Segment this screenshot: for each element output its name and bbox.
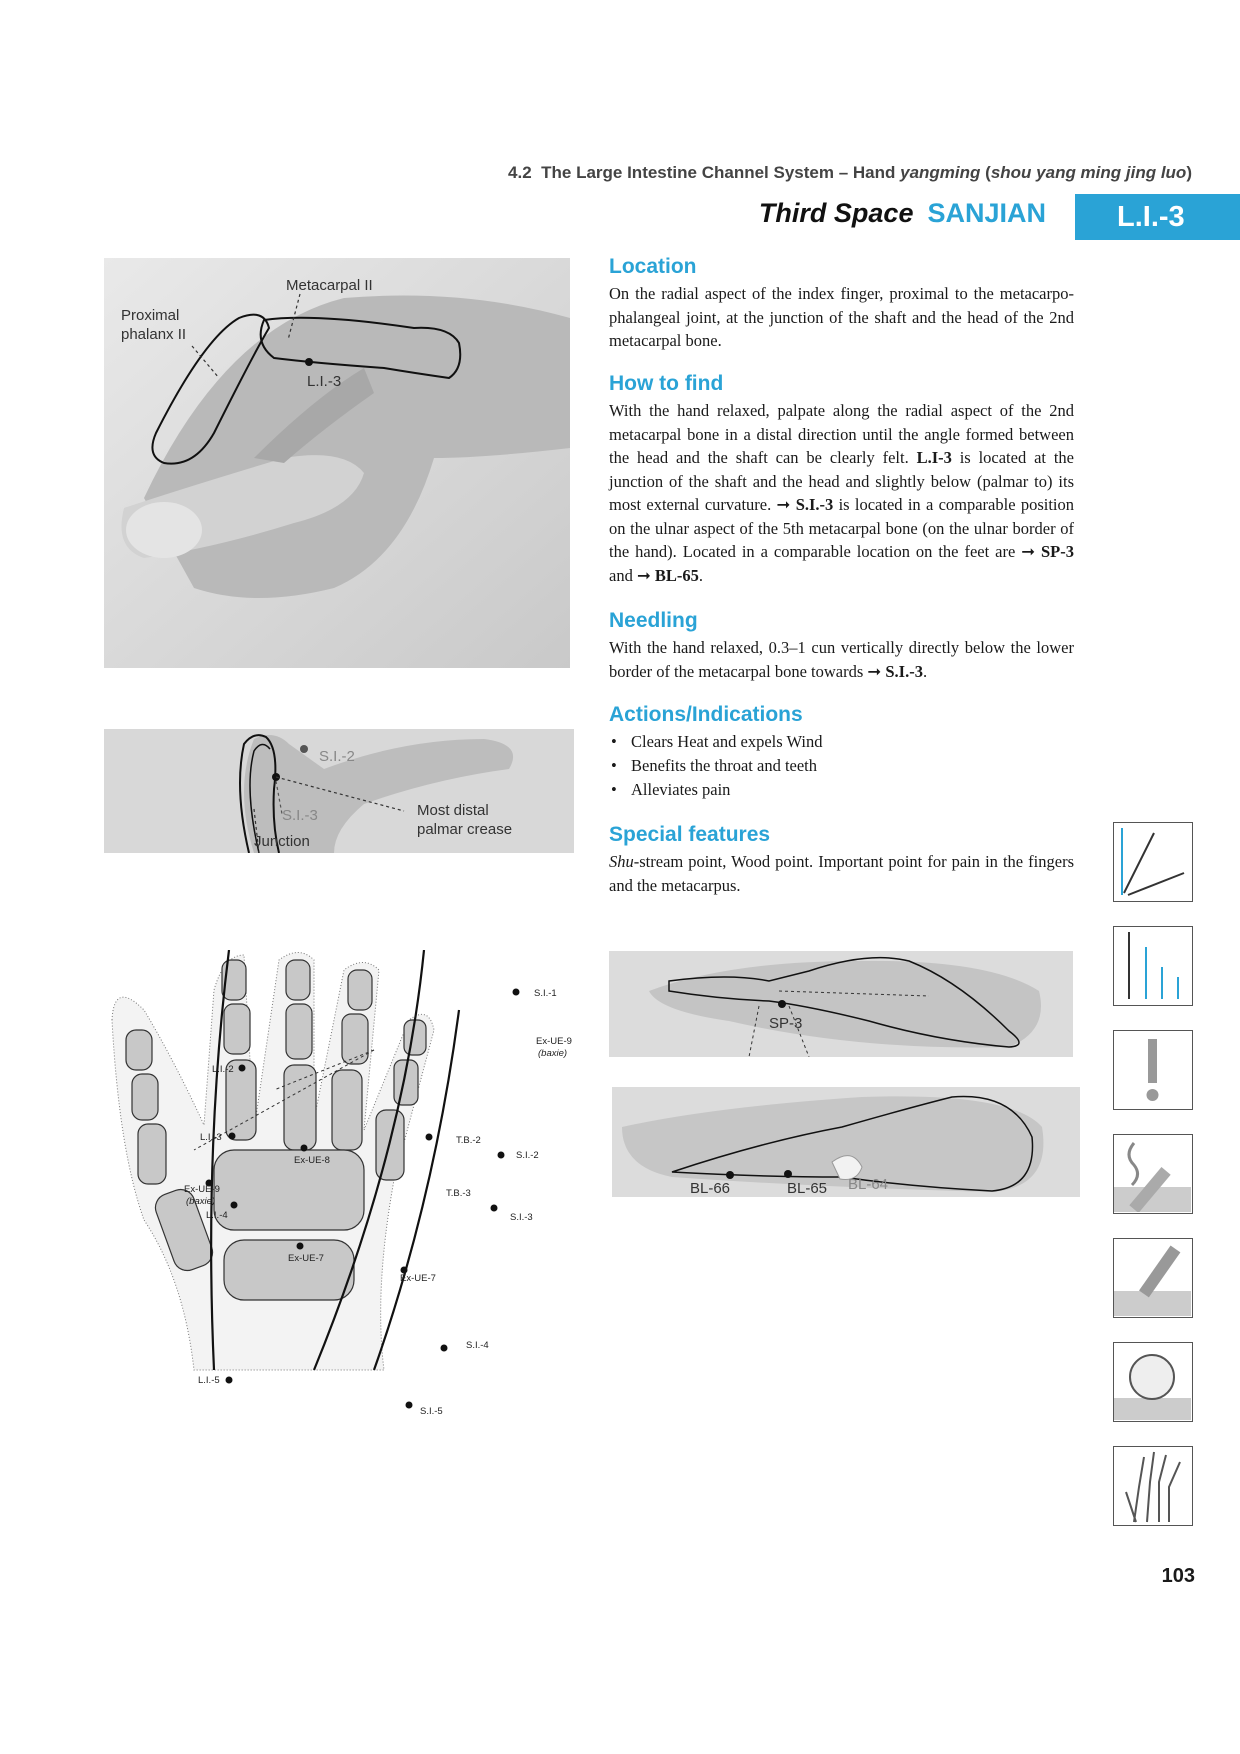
page-number: 103: [1161, 1565, 1195, 1587]
label-si2-skeleton: S.I.-2: [516, 1150, 539, 1161]
point-english-name: Third Space: [758, 198, 914, 228]
text-run: With the hand relaxed, 0.3–1 cun vertically directly below the lower border of the metacarpal bone towards: [609, 638, 1074, 681]
label-exue7-left: Ex-UE-7: [288, 1253, 324, 1264]
label-crease: Most distal: [417, 802, 489, 819]
caution-icon: [1113, 1030, 1193, 1110]
label-si3: S.I.-3: [282, 807, 318, 824]
cupping-icon: [1113, 1342, 1193, 1422]
how-to-find-heading: How to find: [609, 372, 724, 395]
label-exue7-right: Ex-UE-7: [400, 1273, 436, 1284]
label-baxie-left: (baxie): [186, 1196, 216, 1207]
label-sp3: SP-3: [769, 1015, 803, 1032]
figure-fist-photo: [104, 729, 574, 853]
how-to-find-text: [609, 399, 1074, 587]
actions-list: [609, 730, 1074, 802]
label-crease: palmar crease: [417, 821, 513, 838]
label-li3: L.I.-3: [200, 1132, 222, 1143]
label-li3-point: L.I.-3: [307, 373, 342, 390]
paren: ): [1186, 163, 1192, 182]
label-li4: L.I.-4: [206, 1210, 228, 1221]
text-run: With the hand relaxed, palpate along the radial aspect of the 2nd metacarpal bone in a distal direction until the angle formed between the head and the shaft can be clearly felt.: [609, 401, 1074, 467]
label-junction: Junction: [254, 833, 310, 850]
point-ref: S.I.-3: [885, 661, 923, 681]
moxibustion-icon: [1113, 1134, 1193, 1214]
label-bl65: BL-65: [787, 1180, 828, 1197]
figure-hand-photo: [104, 258, 570, 668]
needling-text: [609, 636, 1074, 683]
label-li5: L.I.-5: [198, 1375, 220, 1386]
needle-depth-icon: [1113, 926, 1193, 1006]
figure-foot-bl: [612, 1087, 1080, 1197]
paren: (: [985, 163, 991, 182]
list-item: • Alleviates pain: [609, 778, 1074, 802]
figure-foot-sp3: [609, 951, 1073, 1057]
label-li2: L.I.-2: [212, 1064, 234, 1075]
arrow-icon: ➞: [636, 565, 651, 585]
point-code: L.I.-3: [1117, 200, 1185, 233]
point-title: [600, 198, 1046, 229]
label-si1: S.I.-1: [534, 988, 557, 999]
hand-skeleton-icon: [1113, 1446, 1193, 1526]
label-exue8: Ex-UE-8: [294, 1155, 330, 1166]
actions-heading: Actions/Indications: [609, 703, 803, 726]
text-run: and: [609, 565, 637, 585]
point-code-badge: [1075, 194, 1240, 240]
figure-hand-skeleton: [104, 950, 584, 1430]
location-text: On the radial aspect of the index finger, proximal to the metacarpo-phalangeal joint, at the junction of the shaft and the head of the 2nd metacarpal bone.: [609, 284, 1074, 350]
text-run: -stream point, Wood point. Important point for pain in the fingers and the metacarpus.: [609, 852, 1074, 895]
section-number: 4.2: [508, 163, 532, 182]
press-needle-icon: [1113, 1238, 1193, 1318]
section-title-italic: yangming: [900, 163, 981, 182]
label-phalanx: Proximal: [121, 307, 180, 324]
label-phalanx: phalanx II: [121, 326, 187, 343]
section-title: The Large Intestine Channel System – Hand: [541, 163, 896, 182]
point-ref: SP-3: [1041, 542, 1074, 561]
needling-heading: Needling: [609, 609, 698, 632]
list-item: • Clears Heat and expels Wind: [609, 730, 1074, 754]
label-metacarpal: Metacarpal II: [286, 277, 373, 294]
point-pinyin-name: SANJIAN: [927, 198, 1046, 228]
hand-skeleton-illustration: [104, 950, 584, 1430]
list-item: • Benefits the throat and teeth: [609, 754, 1074, 778]
text-run: .: [922, 661, 928, 681]
point-ref: L.I-3: [916, 448, 952, 467]
point-ref: S.I.-3: [795, 495, 834, 514]
label-bl66: BL-66: [690, 1180, 731, 1197]
foot-sp3-illustration: [609, 951, 1073, 1057]
label-si3-skeleton: S.I.-3: [510, 1212, 533, 1223]
label-exue9-right: Ex-UE-9: [536, 1036, 572, 1047]
running-head: [300, 163, 1192, 183]
point-ref: BL-65: [654, 565, 699, 585]
text-run: is located at the junction of the shaft and the head and slightly below (palmar to) its most external curvature.: [609, 448, 1075, 514]
arrow-icon: ➞: [1021, 542, 1036, 561]
arrow-icon: ➞: [867, 661, 882, 681]
label-si4: S.I.-4: [466, 1340, 489, 1351]
special-features-text: [609, 850, 1074, 897]
label-tb3: T.B.-3: [446, 1188, 471, 1199]
label-tb2: T.B.-2: [456, 1135, 481, 1146]
label-exue9-left: Ex-UE-9: [184, 1184, 220, 1195]
text-run: is located in a comparable position on the ulnar aspect of the 5th metacarpal bone (on the ulnar border of the hand). Located in a comparable location on the feet are: [609, 495, 1075, 561]
special-features-heading: Special features: [609, 823, 771, 846]
arrow-icon: ➞: [776, 495, 791, 514]
location-heading: Location: [609, 255, 697, 278]
text-run: .: [698, 565, 704, 585]
section-title-pinyin: shou yang ming jing luo: [990, 163, 1187, 182]
label-si2: S.I.-2: [319, 748, 355, 765]
label-bl64: BL-64: [848, 1176, 889, 1193]
foot-bl-illustration: [612, 1087, 1080, 1197]
text-run: Shu: [609, 852, 634, 871]
label-si5: S.I.-5: [420, 1406, 443, 1417]
needle-angles-icon: [1113, 822, 1193, 902]
label-baxie-right: (baxie): [538, 1048, 568, 1059]
